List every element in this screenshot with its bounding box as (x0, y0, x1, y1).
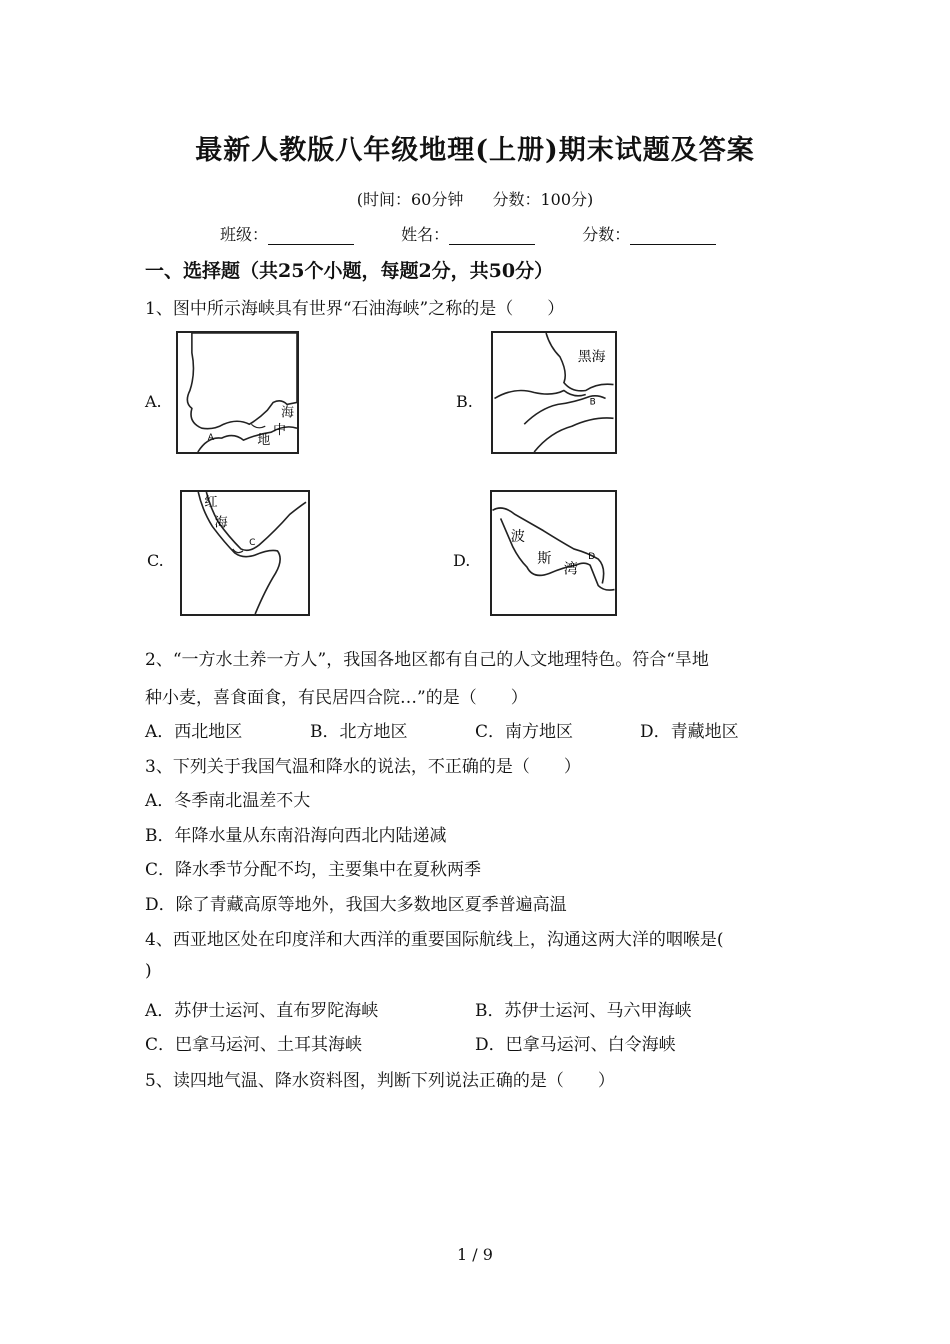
map-d-label-point: D (588, 552, 596, 563)
q4-option-a[interactable]: A．苏伊士运河、直布罗陀海峡 (145, 1001, 379, 1021)
student-info-fields (220, 222, 758, 245)
q3-option-c[interactable]: C．降水季节分配不均，主要集中在夏秋两季 (145, 860, 482, 880)
question-3-text: 3、下列关于我国气温和降水的说法，不正确的是（ ） (145, 757, 581, 777)
class-label: 班级： (220, 225, 269, 244)
map-c-label-point: C (249, 537, 256, 548)
q4-option-c[interactable]: C．巴拿马运河、土耳其海峡 (145, 1035, 363, 1055)
exam-meta (0, 187, 950, 210)
q2-option-b[interactable]: B．北方地区 (310, 722, 408, 742)
q2-option-c[interactable]: C．南方地区 (475, 722, 574, 742)
map-d-label-wan: 湾 (563, 561, 578, 578)
score-blank[interactable] (630, 228, 716, 245)
map-a-strait-of-gibraltar (176, 331, 299, 454)
map-a-label-middle: 中 (273, 423, 287, 439)
q1-option-a-label: A. (145, 392, 162, 411)
exam-total-score: 分数：100分) (492, 190, 594, 209)
question-2-line-2: 种小麦，喜食面食，有民居四合院…”的是（ ） (145, 688, 528, 708)
map-c-bab-el-mandeb (180, 490, 310, 616)
q4-option-d[interactable]: D．巴拿马运河、白令海峡 (475, 1035, 676, 1055)
map-b-label-black-sea: 黑海 (577, 348, 606, 365)
map-b-drawing (493, 333, 615, 452)
q4-option-b[interactable]: B．苏伊士运河、马六甲海峡 (475, 1001, 692, 1021)
question-5-text: 5、读四地气温、降水资料图，判断下列说法正确的是（ ） (145, 1071, 615, 1091)
map-c-label-red: 红 (204, 495, 218, 511)
map-d-label-bo: 波 (510, 528, 526, 545)
score-field[interactable] (582, 222, 716, 245)
name-label: 姓名： (401, 225, 450, 244)
q2-option-a[interactable]: A．西北地区 (145, 722, 243, 742)
question-4-line-2: ) (145, 961, 152, 981)
map-a-label-point: A (207, 433, 214, 444)
map-a-drawing (178, 333, 297, 452)
q1-option-c-label: C. (147, 551, 164, 570)
section-heading: 一、选择题（共25个小题，每题2分，共50分） (145, 260, 554, 282)
map-a-label-land: 地 (257, 433, 271, 449)
question-1-text: 1、图中所示海峡具有世界“石油海峡”之称的是（ ） (145, 299, 565, 319)
map-a-label-sea: 海 (281, 405, 295, 421)
score-label: 分数： (582, 225, 631, 244)
q3-option-d[interactable]: D．除了青藏高原等地外，我国大多数地区夏季普遍高温 (145, 895, 567, 915)
map-d-label-si: 斯 (537, 551, 552, 568)
q1-option-b-label: B. (456, 392, 473, 411)
question-4-line-1: 4、西亚地区处在印度洋和大西洋的重要国际航线上，沟通这两大洋的咽喉是( (145, 930, 724, 950)
name-field[interactable] (401, 222, 535, 245)
map-b-turkish-straits (491, 331, 617, 454)
class-field[interactable] (220, 222, 354, 245)
map-c-label-sea: 海 (214, 515, 228, 531)
map-b-label-point: B (589, 397, 596, 408)
map-d-drawing (492, 492, 615, 614)
class-blank[interactable] (268, 228, 354, 245)
q3-option-b[interactable]: B．年降水量从东南沿海向西北内陆递减 (145, 826, 447, 846)
q3-option-a[interactable]: A．冬季南北温差不大 (145, 791, 311, 811)
map-c-drawing (182, 492, 308, 614)
q1-option-d-label: D. (453, 551, 471, 570)
q2-option-d[interactable]: D．青藏地区 (640, 722, 739, 742)
question-2-line-1: 2、“一方水土养一方人”，我国各地区都有自己的人文地理特色。符合“旱地 (145, 650, 709, 670)
name-blank[interactable] (449, 228, 535, 245)
page-number: 1 / 9 (457, 1245, 493, 1264)
page-title: 最新人教版八年级地理(上册)期末试题及答案 (195, 135, 755, 166)
exam-time: (时间：60分钟 (356, 190, 464, 209)
map-d-strait-of-hormuz (490, 490, 617, 616)
